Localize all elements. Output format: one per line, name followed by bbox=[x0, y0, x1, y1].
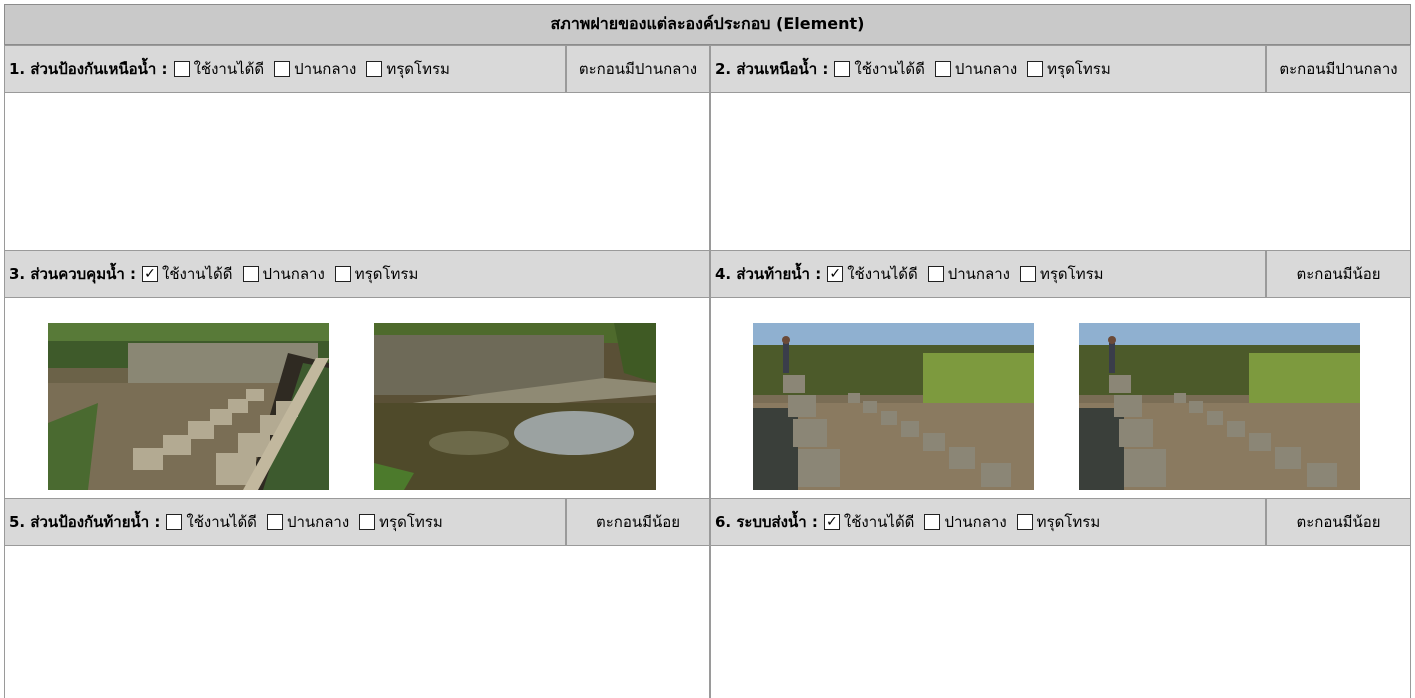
option-good[interactable]: ✓ ใช้งานได้ดี bbox=[827, 262, 918, 286]
checkbox[interactable]: ✓ bbox=[142, 266, 158, 282]
section-5-note: ตะกอนมีน้อย bbox=[566, 498, 710, 546]
option-medium[interactable]: ปานกลาง bbox=[924, 510, 1006, 534]
section-6-header bbox=[710, 498, 1266, 546]
checkbox[interactable] bbox=[274, 61, 290, 77]
section-label: 6. ระบบส่งน้ำ : bbox=[715, 513, 818, 531]
option-medium[interactable]: ปานกลาง bbox=[267, 510, 349, 534]
option-good[interactable]: ใช้งานได้ดี bbox=[166, 510, 257, 534]
option-good[interactable]: ✓ ใช้งานได้ดี bbox=[824, 510, 915, 534]
downstream-blocks-photo-2 bbox=[1079, 323, 1360, 490]
downstream-blocks-photo-1 bbox=[753, 323, 1034, 490]
section-1-body bbox=[4, 93, 710, 250]
checkbox[interactable] bbox=[935, 61, 951, 77]
checkbox[interactable]: ✓ bbox=[827, 266, 843, 282]
section-label: 1. ส่วนป้องกันเหนือน้ำ : bbox=[9, 60, 168, 78]
checkbox[interactable] bbox=[1020, 266, 1036, 282]
section-1-header bbox=[4, 45, 566, 93]
checkbox[interactable] bbox=[335, 266, 351, 282]
section-label: 2. ส่วนเหนือน้ำ : bbox=[715, 60, 829, 78]
checkbox[interactable] bbox=[166, 514, 182, 530]
checkbox[interactable] bbox=[928, 266, 944, 282]
option-medium[interactable]: ปานกลาง bbox=[935, 57, 1017, 81]
option-good[interactable]: ✓ ใช้งานได้ดี bbox=[142, 262, 233, 286]
option-good[interactable]: ใช้งานได้ดี bbox=[834, 57, 925, 81]
section-4-note: ตะกอนมีน้อย bbox=[1266, 250, 1411, 298]
section-label: 3. ส่วนควบคุมน้ำ : bbox=[9, 265, 136, 283]
section-2-header bbox=[710, 45, 1266, 93]
section-6-body bbox=[710, 546, 1411, 698]
section-2-note: ตะกอนมีปานกลาง bbox=[1266, 45, 1411, 93]
section-6-note: ตะกอนมีน้อย bbox=[1266, 498, 1411, 546]
checkbox[interactable] bbox=[267, 514, 283, 530]
weir-steps-photo bbox=[48, 323, 329, 490]
section-3-header bbox=[4, 250, 710, 298]
checkbox[interactable] bbox=[243, 266, 259, 282]
section-5-body bbox=[4, 546, 710, 698]
checkbox[interactable]: ✓ bbox=[824, 514, 840, 530]
checkbox[interactable] bbox=[924, 514, 940, 530]
option-medium[interactable]: ปานกลาง bbox=[243, 262, 325, 286]
checkbox[interactable] bbox=[174, 61, 190, 77]
section-5-header bbox=[4, 498, 566, 546]
option-poor[interactable]: ทรุดโทรม bbox=[1020, 262, 1104, 286]
option-poor[interactable]: ทรุดโทรม bbox=[1027, 57, 1111, 81]
section-label: 4. ส่วนท้ายน้ำ : bbox=[715, 265, 822, 283]
option-medium[interactable]: ปานกลาง bbox=[928, 262, 1010, 286]
option-good[interactable]: ใช้งานได้ดี bbox=[174, 57, 265, 81]
checkbox[interactable] bbox=[1017, 514, 1033, 530]
option-poor[interactable]: ทรุดโทรม bbox=[1017, 510, 1101, 534]
option-poor[interactable]: ทรุดโทรม bbox=[359, 510, 443, 534]
section-2-body bbox=[710, 93, 1411, 250]
checkbox[interactable] bbox=[1027, 61, 1043, 77]
option-poor[interactable]: ทรุดโทรม bbox=[366, 57, 450, 81]
section-label: 5. ส่วนป้องกันท้ายน้ำ : bbox=[9, 513, 161, 531]
checkbox[interactable] bbox=[359, 514, 375, 530]
checkbox[interactable] bbox=[366, 61, 382, 77]
weir-pond-photo bbox=[374, 323, 656, 490]
section-4-header bbox=[710, 250, 1266, 298]
option-poor[interactable]: ทรุดโทรม bbox=[335, 262, 419, 286]
checkbox[interactable] bbox=[834, 61, 850, 77]
section-1-note: ตะกอนมีปานกลาง bbox=[566, 45, 710, 93]
sheet-title: สภาพฝายของแต่ละองค์ประกอบ (Element) bbox=[4, 4, 1411, 45]
option-medium[interactable]: ปานกลาง bbox=[274, 57, 356, 81]
